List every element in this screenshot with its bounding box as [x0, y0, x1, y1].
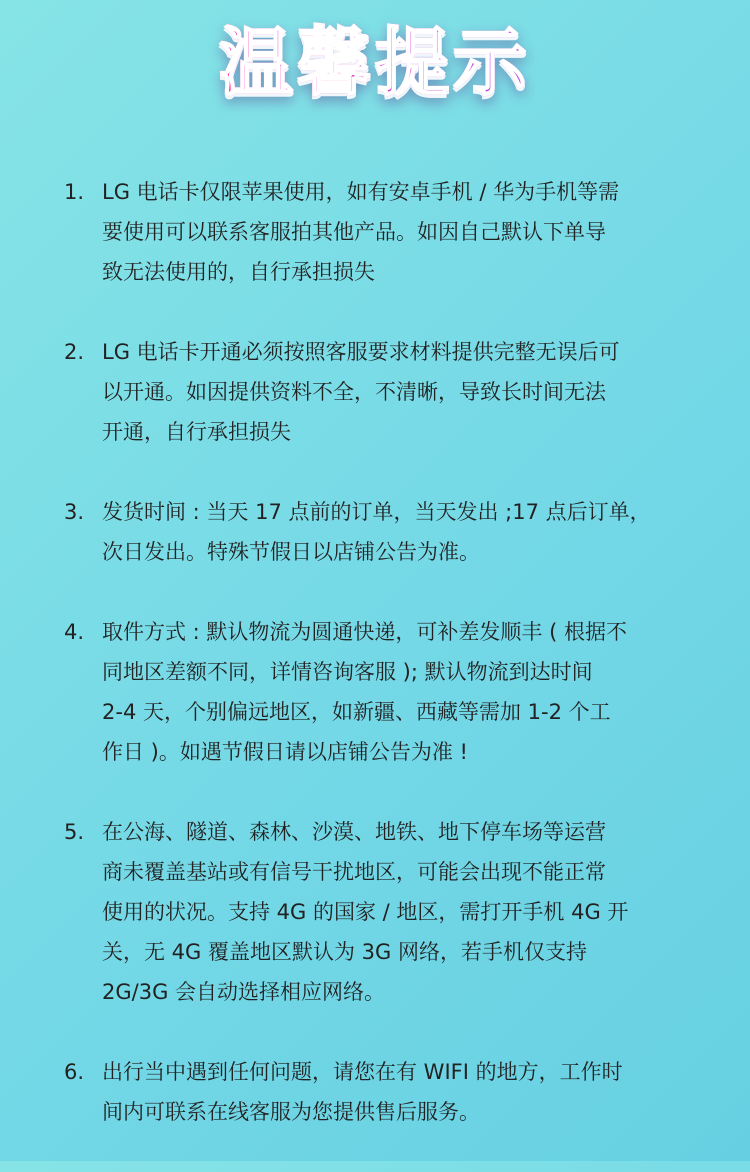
- tip-line: 要使用可以联系客服拍其他产品。如因自己默认下单导: [102, 220, 606, 244]
- tip-line: 同地区差额不同，详情咨询客服 ); 默认物流到达时间: [102, 660, 593, 684]
- tip-line: 开通，自行承担损失: [102, 420, 291, 444]
- tip-line: LG 电话卡仅限苹果使用，如有安卓手机 / 华为手机等需: [102, 180, 620, 204]
- tip-item-5: [64, 812, 704, 1012]
- tip-item-6: [64, 1052, 704, 1132]
- tip-line: 发货时间 : 当天 17 点前的订单，当天发出 ;17 点后订单，: [102, 500, 651, 524]
- tip-number: 4.: [64, 620, 85, 644]
- tips-list: [64, 172, 704, 1172]
- tip-line: 作日 )。如遇节假日请以店铺公告为准 !: [102, 740, 468, 764]
- tip-line: 以开通。如因提供资料不全，不清晰，导致长时间无法: [102, 380, 606, 404]
- tip-line: 取件方式 : 默认物流为圆通快递，可补差发顺丰 ( 根据不: [102, 620, 627, 644]
- tip-line: 使用的状况。支持 4G 的国家 / 地区，需打开手机 4G 开: [102, 900, 629, 924]
- page-title: 温馨提示: [219, 20, 531, 106]
- tip-line: 次日发出。特殊节假日以店铺公告为准。: [102, 540, 480, 564]
- tip-line: 在公海、隧道、森林、沙漠、地铁、地下停车场等运营: [102, 820, 606, 844]
- tip-line: 致无法使用的，自行承担损失: [102, 260, 375, 284]
- tip-item-1: [64, 172, 704, 292]
- tip-number: 6.: [64, 1060, 85, 1084]
- tip-line: LG 电话卡开通必须按照客服要求材料提供完整无误后可: [102, 340, 620, 364]
- title-banner: [0, 18, 750, 108]
- tip-item-2: [64, 332, 704, 452]
- tip-number: 2.: [64, 340, 85, 364]
- tip-line: 关，无 4G 覆盖地区默认为 3G 网络，若手机仅支持: [102, 940, 587, 964]
- tip-line: 2-4 天，个别偏远地区，如新疆、西藏等需加 1-2 个工: [102, 700, 611, 724]
- tip-item-3: [64, 492, 704, 572]
- tip-item-4: [64, 612, 704, 772]
- tip-line: 间内可联系在线客服为您提供售后服务。: [102, 1100, 480, 1124]
- tip-line: 出行当中遇到任何问题，请您在有 WIFI 的地方，工作时: [102, 1060, 623, 1084]
- tip-line: 2G/3G 会自动选择相应网络。: [102, 980, 386, 1004]
- tip-line: 商未覆盖基站或有信号干扰地区，可能会出现不能正常: [102, 860, 606, 884]
- tip-number: 1.: [64, 180, 85, 204]
- tip-number: 3.: [64, 500, 85, 524]
- tip-number: 5.: [64, 820, 85, 844]
